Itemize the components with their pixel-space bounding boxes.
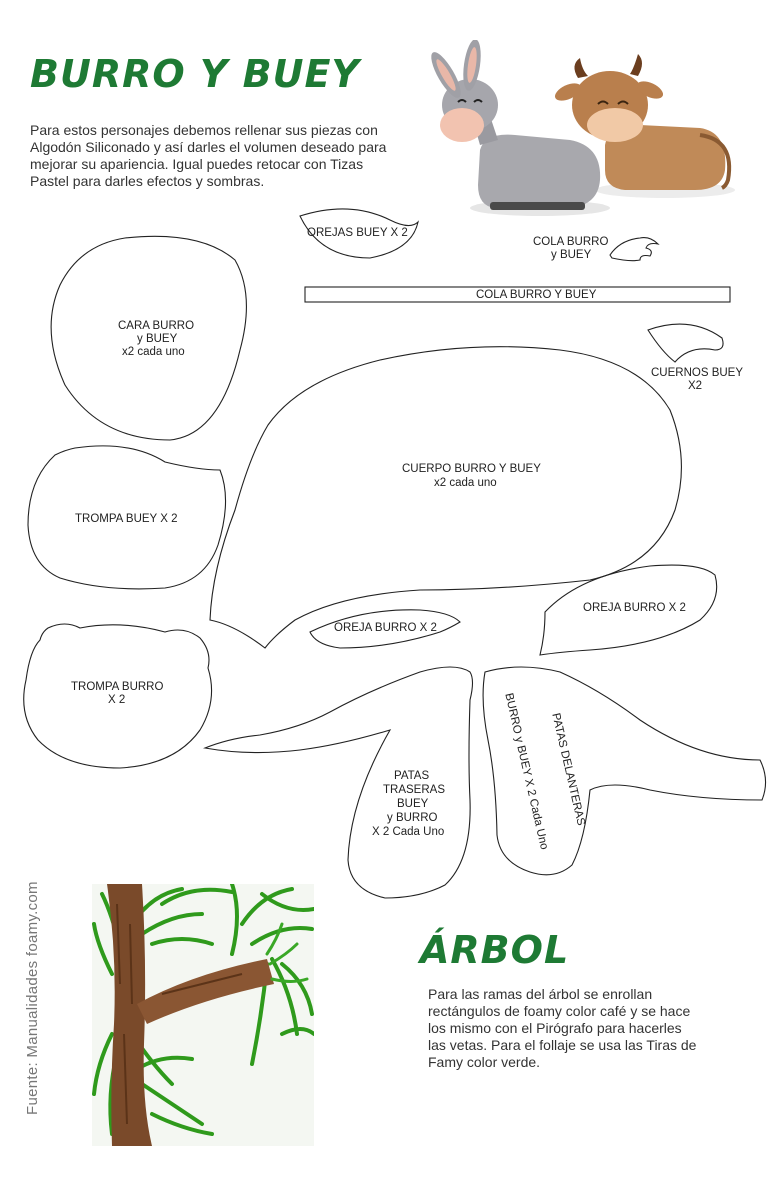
label-traseras-4: y BURRO — [387, 812, 438, 824]
label-oreja-burro-right: OREJA BURRO X 2 — [583, 602, 686, 614]
tree-title: ÁRBOL — [420, 928, 570, 972]
label-oreja-burro-mid: OREJA BURRO X 2 — [334, 622, 437, 634]
page-title: BURRO Y BUEY — [30, 52, 360, 96]
label-cara-3: x2 cada uno — [122, 346, 185, 358]
label-cuernos-1: CUERNOS BUEY — [651, 367, 744, 379]
label-trompa-buey: TROMPA BUEY X 2 — [75, 513, 178, 525]
label-cola-small-2: y BUEY — [551, 249, 592, 261]
label-delanteras-2: BURRO y BUEY X 2 Cada Uno — [502, 692, 551, 851]
cuernos-shape — [648, 324, 723, 362]
label-orejas-buey: OREJAS BUEY X 2 — [307, 227, 408, 239]
intro-paragraph: Para estos personajes debemos rellenar sus piezas con Algodón Siliconado y así darles el volumen deseado para mejorar su apariencia. Igual puedes retocar con Tizas Pastel para darles efectos y sombras. — [30, 122, 387, 189]
label-traseras-2: TRASERAS — [383, 784, 445, 796]
label-trompa-burro-1: TROMPA BURRO — [71, 681, 164, 693]
label-traseras-5: X 2 Cada Uno — [372, 826, 445, 838]
label-traseras-3: BUEY — [397, 798, 429, 810]
tree-photo — [92, 884, 314, 1146]
source-credit: Fuente: Manualidades foamy.com — [24, 881, 41, 1115]
cola-small-shape — [610, 238, 658, 261]
label-delanteras-1: PATAS DELANTERAS — [549, 712, 587, 827]
label-cuerpo-1: CUERPO BURRO Y BUEY — [402, 463, 541, 475]
label-traseras-1: PATAS — [394, 770, 430, 782]
label-cuernos-2: X2 — [688, 380, 703, 392]
label-cola-small-1: COLA BURRO — [533, 236, 609, 248]
tree-paragraph: Para las ramas del árbol se enrollan rectángulos de foamy color café y se hace los mismo con el Pirógrafo para hacerles las vetas. Para el follaje se usa las Tiras de Famy color verde. — [428, 986, 697, 1070]
patas-traseras-shape — [205, 667, 473, 898]
label-cara-1: CARA BURRO — [118, 320, 195, 332]
label-cara-2: y BUEY — [137, 333, 178, 345]
label-cuerpo-2: x2 cada uno — [434, 477, 497, 489]
label-trompa-burro-2: X 2 — [108, 694, 126, 706]
label-cola-strip: COLA BURRO Y BUEY — [476, 289, 597, 301]
